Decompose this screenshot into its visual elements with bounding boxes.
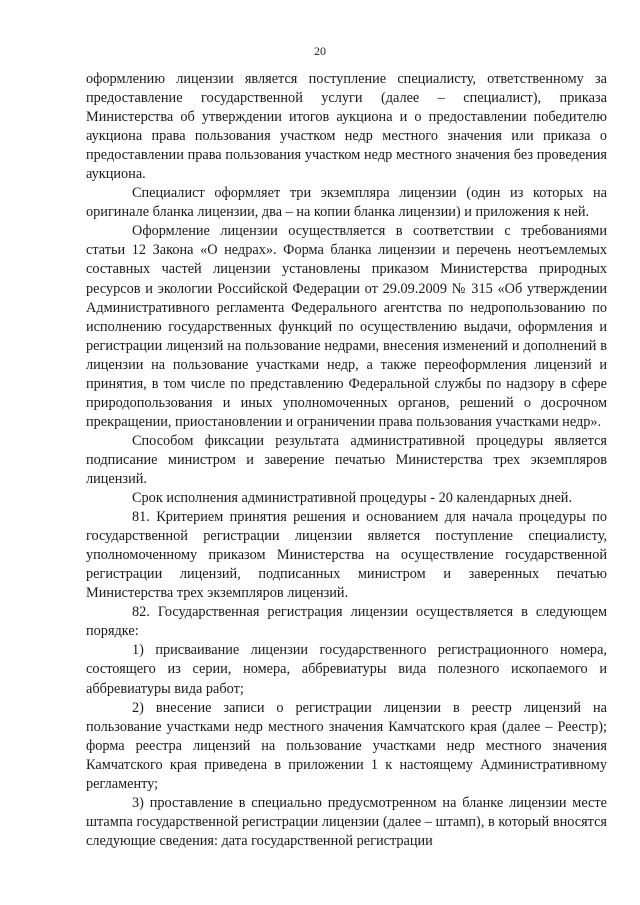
paragraph: 81. Критерием принятия решения и основанием для начала процедуры по государственной регистрации лицензии является поступление специалисту, уполномоченному приказом Министерства на осуществление государственной регистрации лицензий, подписанных министром и заверенных печатью Министерства трех экземпляров лицензий. — [86, 509, 607, 602]
paragraph: Срок исполнения административной процедуры - 20 календарных дней. — [132, 490, 573, 507]
list-item: 2) внесение записи о регистрации лицензии в реестр лицензий на пользование участками недр местного значения Камчатского края (далее – Реестр); форма реестра лицензий на пользование участками недр местного значения Камчатского края приведена в приложении 1 к настоящему Административному регламенту; — [86, 699, 607, 792]
paragraph: Способом фиксации результата административной процедуры является подписание министром и заверение печатью Министерства трех экземпляров лицензий. — [86, 432, 607, 487]
paragraph: Оформление лицензии осуществляется в соответствии с требованиями статьи 12 Закона «О недрах». Форма бланка лицензии и перечень неотъемлемых составных частей лицензии установлены приказом Министерства природных ресурсов и экологии Российской Федерации от 29.09.2009 № 315 «Об утверждении Административного регламента Федерального агентства по недропользованию по исполнению государственных функций по осуществлению выдачи, оформления и регистрации лицензий на пользование недрами, внесения изменений и дополнений в лицензии на пользование участками недр, а также переоформления лицензий и принятия, в том числе по представлению Федеральной службы по надзору в сфере природопользования и иных уполномоченных органов, решений о досрочном прекращении, приостановлении и ограничении права пользования участками недр». — [86, 223, 607, 430]
paragraph: Специалист оформляет три экземпляра лицензии (один из которых на оригинале бланка лицензии, два – на копии бланка лицензии) и приложения к ней. — [86, 185, 607, 221]
document-body — [86, 70, 607, 851]
paragraph: 82. Государственная регистрация лицензии осуществляется в следующем порядке: — [86, 604, 607, 640]
page-number: 20 — [314, 44, 326, 58]
list-item: 1) присваивание лицензии государственного регистрационного номера, состоящего из серии, номера, аббревиатуры вида полезного ископаемого и аббревиатуры вида работ; — [86, 642, 607, 697]
list-item: 3) проставление в специально предусмотренном на бланке лицензии месте штампа государственной регистрации лицензии (далее – штамп), в который вносятся следующие сведения: дата государственной регистрации — [86, 794, 607, 849]
paragraph: оформлению лицензии является поступление специалисту, ответственному за предоставление государственной услуги (далее – специалист), приказа Министерства об утверждении итогов аукциона и о предоставлении победителю аукциона права пользования участком недр местного значения или приказа о предоставлении права пользования участком недр местного значения без проведения аукциона. — [86, 71, 607, 183]
